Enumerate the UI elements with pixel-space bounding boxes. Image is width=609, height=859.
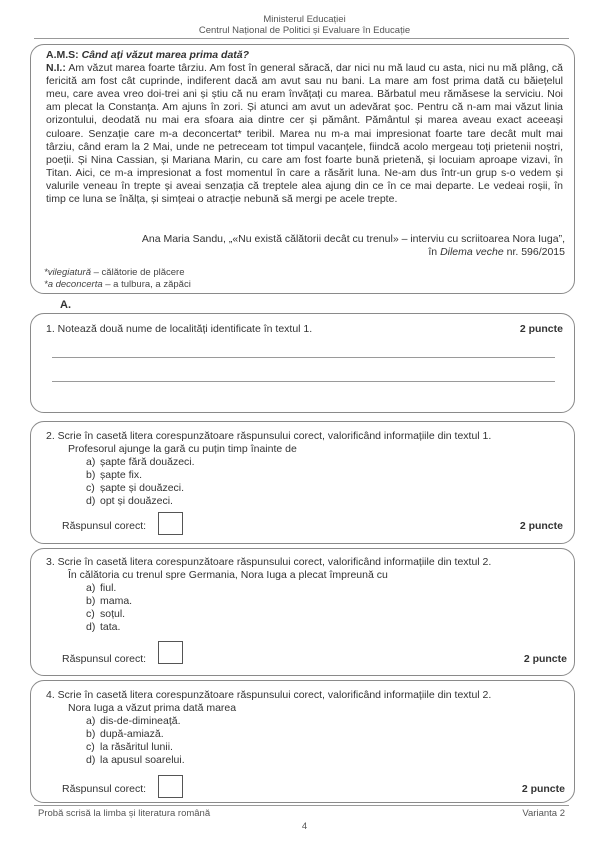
question-4-text: 4. Scrie în casetă litera corespunzătoare răspunsului corect, valorificând informațiile din textul 2. xyxy=(46,689,492,701)
option-text: soțul. xyxy=(100,608,126,620)
speaker-initials: N.I.: xyxy=(46,62,66,75)
citation-line-1: Ana Maria Sandu, „«Nu există călătorii decât cu trenul» – interviu cu scriitoarea Nora Iuga”, xyxy=(141,233,565,245)
question-3-answer-box[interactable] xyxy=(158,641,183,664)
option-letter: b) xyxy=(86,595,96,607)
option-letter: a) xyxy=(86,582,96,594)
option-letter: c) xyxy=(86,608,95,620)
footer-variant: Varianta 2 xyxy=(522,808,565,819)
option-letter: c) xyxy=(86,741,95,753)
citation-journal: Dilema veche xyxy=(440,246,504,258)
answer-body: Am văzut marea foarte târziu. Am fost în general săracă, dar nici nu mă laud cu asta, nici nu mă plâng, că fericită am fost cât cuprinde, indiferent dacă am avut sau nu bani. La mare am fost prima dată cu băiețelul meu, care avea vreo doi-trei ani și știu că nu eram învățați cu marea. Bărbatul meu rămăsese la serviciu. Noi am plecat la Constanța. Am ajuns în zori. Și atunci am avut un adevărat șoc. Pentru că n-am mai văzut linia orizontului, deodată nu mai era sfoara aia dintre cer și pământ. Pământul și marea aveau exact aceeași culoare. Senzație care m-a deconcertat* teribil. Marea nu m-a mai impresionat foarte tare decât mult mai târziu, când eram la 2 Mai, unde ne petreceam tot timpul vacanțele, fiindcă acolo mergeau toți prietenii noștri, poeții. Și Nina Cassian, și Mariana Marin, cu care am fost foarte bună prietenă, și locuiam aproape vizavi, în Titan. Aici, ce m-a impresionat a fost momentul în care a răsărit luna. Ne-am dus într-un grup s-o vedem și valurile veneau în trepte și aveai senzația că treptele alea ajung din ce în ce mai departe. Le vedeai roșii, în timp ce luna se înălța, și simțeai o atracție nebună să mergi pe acele trepte. xyxy=(46,62,563,206)
citation-line-2 xyxy=(95,246,565,259)
footer-divider xyxy=(34,805,569,806)
footer-exam-title: Probă scrisă la limba și literatura română xyxy=(38,808,211,819)
question-1-text: 1. Notează două nume de localități identificate în textul 1. xyxy=(46,323,313,335)
question-4-points: 2 puncte xyxy=(521,783,565,795)
option-letter: c) xyxy=(86,482,95,494)
question-2-option-c xyxy=(86,482,184,494)
question-2-option-a xyxy=(86,456,195,468)
footnote-term: *vilegiatură xyxy=(44,267,91,278)
question-3-option-d xyxy=(86,621,120,633)
option-letter: b) xyxy=(86,728,96,740)
option-letter: a) xyxy=(86,715,96,727)
citation-prefix: în xyxy=(428,246,441,258)
question-2-answer-label: Răspunsul corect: xyxy=(62,520,147,532)
option-letter: b) xyxy=(86,469,96,481)
section-label: A. xyxy=(60,299,71,311)
question-4-answer-label: Răspunsul corect: xyxy=(62,783,147,795)
question-4-option-a xyxy=(86,715,181,727)
question-2-points: 2 puncte xyxy=(519,520,563,532)
footnote-definition: – a tulbura, a zăpăci xyxy=(102,279,191,290)
question-4-option-d xyxy=(86,754,185,766)
option-letter: d) xyxy=(86,495,96,507)
option-text: mama. xyxy=(100,595,133,607)
footnote-deconcerta xyxy=(44,279,191,290)
question-4-stem: Nora Iuga a văzut prima dată marea xyxy=(68,702,237,714)
option-text: șapte fix. xyxy=(100,469,143,481)
header-divider xyxy=(34,38,569,39)
question-2-stem: Profesorul ajunge la gară cu puțin timp înainte de xyxy=(68,443,297,455)
question-4-option-b xyxy=(86,728,164,740)
question-2-option-b xyxy=(86,469,142,481)
header-center: Centrul Național de Politici și Evaluare în Educație xyxy=(198,25,411,36)
option-text: dis-de-dimineață. xyxy=(100,715,181,727)
option-text: la răsăritul lunii. xyxy=(100,741,173,753)
header-ministry: Ministerul Educației xyxy=(263,14,346,25)
option-letter: d) xyxy=(86,754,96,766)
footnote-term: *a deconcerta xyxy=(44,279,103,290)
footnote-definition: – călătorie de plăcere xyxy=(91,267,185,278)
answer-line-2[interactable] xyxy=(52,381,555,382)
interviewer-initials: A.M.S: xyxy=(46,49,82,61)
footnote-vilegiatura xyxy=(44,267,184,278)
page-number: 4 xyxy=(301,821,308,832)
question-3-text: 3. Scrie în casetă litera corespunzătoare răspunsului corect, valorificând informațiile din textul 2. xyxy=(46,556,492,568)
option-letter: a) xyxy=(86,456,96,468)
option-text: fiul. xyxy=(100,582,117,594)
question-3-points: 2 puncte xyxy=(523,653,567,665)
question-2-answer-box[interactable] xyxy=(158,512,183,535)
question-3-option-c xyxy=(86,608,125,620)
question-3-option-b xyxy=(86,595,132,607)
question-3-stem: În călătoria cu trenul spre Germania, Nora Iuga a plecat împreună cu xyxy=(68,569,388,581)
question-1-points: 2 puncte xyxy=(519,323,563,335)
question-2-text: 2. Scrie în casetă litera corespunzătoare răspunsului corect, valorificând informațiile din textul 1. xyxy=(46,430,492,442)
citation-issue: nr. 596/2015 xyxy=(503,246,565,258)
question-2-option-d xyxy=(86,495,173,507)
source-text xyxy=(46,49,563,206)
question-4-answer-box[interactable] xyxy=(158,775,183,798)
option-text: opt și douăzeci. xyxy=(100,495,173,507)
question-3-option-a xyxy=(86,582,116,594)
option-letter: d) xyxy=(86,621,96,633)
option-text: șapte și douăzeci. xyxy=(100,482,185,494)
source-citation xyxy=(95,233,565,259)
option-text: tata. xyxy=(100,621,121,633)
option-text: șapte fără douăzeci. xyxy=(100,456,195,468)
question-3-answer-label: Răspunsul corect: xyxy=(62,653,147,665)
answer-line-1[interactable] xyxy=(52,357,555,358)
question-text: Când ați văzut marea prima dată? xyxy=(81,49,250,61)
option-text: la apusul soarelui. xyxy=(100,754,185,766)
question-4-option-c xyxy=(86,741,173,753)
option-text: după-amiază. xyxy=(100,728,164,740)
interview-question xyxy=(46,49,249,61)
